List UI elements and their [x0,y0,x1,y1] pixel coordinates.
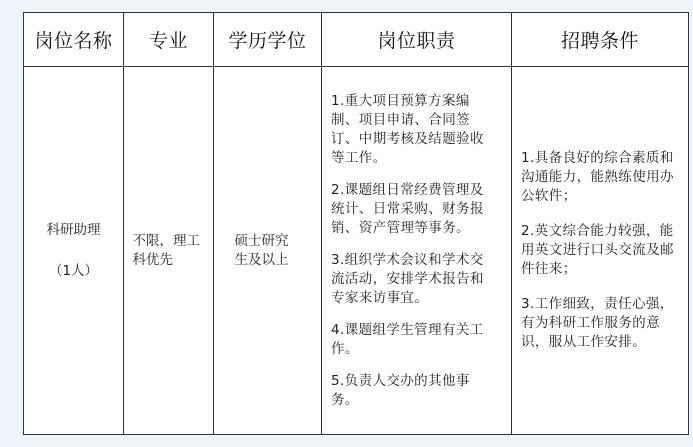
duties-cell [322,67,512,435]
degree-value: 硕士研究生及以上 [234,232,289,268]
duty-item: 1.重大项目预算方案编制、项目申请、合同签订、中期考核及结题验收等工作。 [331,92,484,166]
major-value: 不限，理工科优先 [132,232,200,268]
duty-item: 2.课题组日常经费管理及统计、日常采购、财务报销、资产管理等事务。 [331,181,484,236]
requirements-cell [512,67,689,435]
requirement-item: 2.英文综合能力较强，能用英文进行口头交流及邮件往来； [521,223,674,277]
requirement-item: 3.工作细致，责任心强，有为科研工作服务的意识，服从工作安排。 [521,296,674,350]
header-position: 岗位名称 [24,13,124,67]
table-row [24,67,689,435]
duty-item: 5.负责人交办的其他事务。 [331,372,470,408]
major-cell [124,67,214,435]
position-name: 科研助理 [46,221,101,238]
recruitment-table [23,12,689,435]
duty-item: 3.组织学术会议和学术交流活动，安排学术报告和专家来访事宜。 [331,251,484,306]
header-row [24,13,689,67]
duty-item: 4.课题组学生管理有关工作。 [331,321,484,357]
header-requirements: 招聘条件 [512,13,689,67]
header-major: 专业 [124,13,214,67]
header-degree: 学历学位 [214,13,322,67]
position-count: （1人） [48,262,99,279]
header-duties: 岗位职责 [322,13,512,67]
position-cell [24,67,124,435]
requirement-item: 1.具备良好的综合素质和沟通能力，能熟练使用办公软件； [521,150,674,204]
degree-cell [214,67,322,435]
